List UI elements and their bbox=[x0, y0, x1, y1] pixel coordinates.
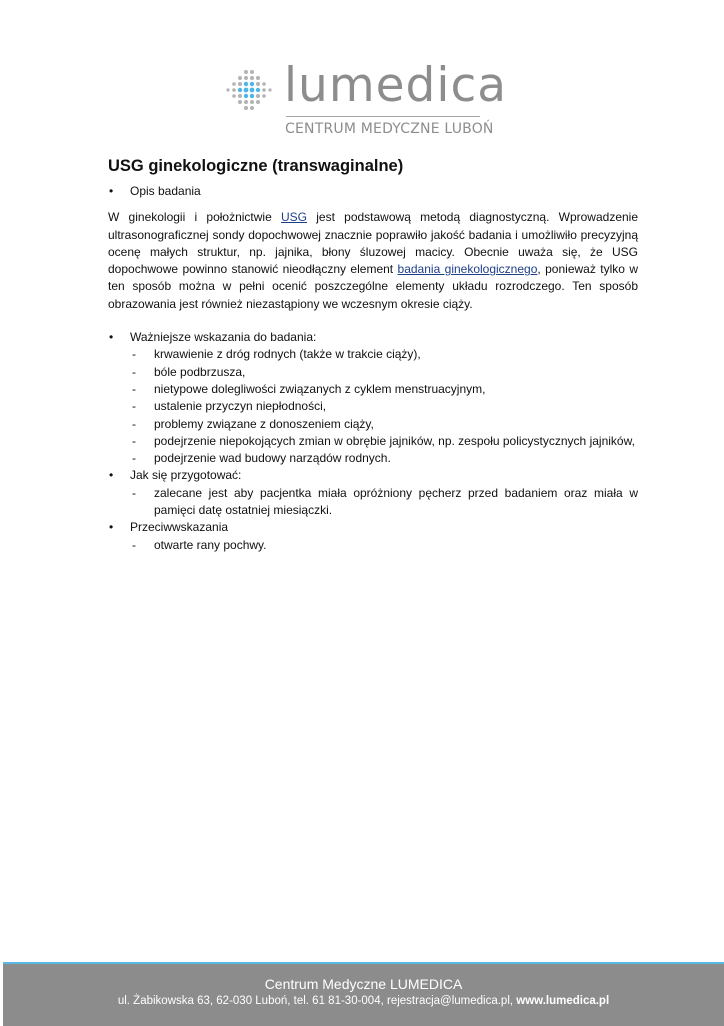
list-item-text: nietypowe dolegliwości związanych z cyklem menstruacyjnym, bbox=[154, 381, 486, 396]
list-item-text: ustalenie przyczyn niepłodności, bbox=[154, 399, 327, 414]
section-contraindications-heading: Przeciwwskazania bbox=[130, 520, 229, 535]
document-body bbox=[108, 155, 638, 554]
section-contraindications bbox=[108, 519, 638, 536]
list-item-text: problemy związane z donoszeniem ciąży, bbox=[154, 416, 374, 431]
preparation-list bbox=[108, 485, 638, 520]
bullet-icon: • bbox=[109, 520, 114, 535]
dash-icon: - bbox=[132, 381, 136, 396]
bullet-icon: • bbox=[109, 330, 114, 345]
section-opis bbox=[108, 183, 638, 200]
dash-icon: - bbox=[132, 347, 136, 362]
list-item-text: zalecane jest aby pacjentka miała opróżniony pęcherz przed badaniem oraz miała w pamięci datę ostatniej miesiączki. bbox=[154, 485, 638, 518]
footer-address bbox=[3, 993, 724, 1009]
list-item bbox=[108, 416, 638, 433]
gynecological-exam-link[interactable]: badania ginekologicznego bbox=[397, 262, 538, 277]
page-footer bbox=[3, 962, 724, 1026]
indications-list bbox=[108, 346, 638, 467]
dash-icon: - bbox=[132, 399, 136, 414]
bullet-icon: • bbox=[109, 468, 114, 483]
footer-address-text: ul. Żabikowska 63, 62-030 Luboń, tel. 61 81-30-004, rejestracja@lumedica.pl, bbox=[117, 995, 517, 1007]
intro-text-1: W ginekologii i położnictwie bbox=[108, 210, 281, 225]
logo-dots-icon bbox=[224, 67, 278, 113]
section-indications-heading: Ważniejsze wskazania do badania: bbox=[130, 330, 317, 345]
usg-link[interactable]: USG bbox=[281, 210, 308, 225]
list-item-text: podejrzenie niepokojących zmian w obrębie jajników, np. zespołu policystycznych jajników, bbox=[154, 433, 635, 448]
dash-icon: - bbox=[132, 416, 136, 431]
section-indications bbox=[108, 329, 638, 346]
list-item bbox=[108, 485, 638, 520]
clinic-logo bbox=[224, 58, 508, 142]
list-item bbox=[108, 433, 638, 450]
document-title: USG ginekologiczne (transwaginalne) bbox=[108, 157, 404, 175]
intro-text-2: jest podstawową metodą diagnostyczną. Wprowadzenie ultrasonograficznej sondy dopochwowej znacznie poprawiło jakość badania i umożliwiło precyzyjną ocenę małych struktur, np. jajnika, błony śluzowej macicy. Obecnie uważa się, że USG dopochwowe powinno stanowić nieodłączny element bbox=[108, 210, 639, 277]
dash-icon: - bbox=[132, 433, 136, 448]
list-item bbox=[108, 537, 638, 554]
list-item bbox=[108, 381, 638, 398]
intro-paragraph bbox=[108, 209, 638, 313]
list-item bbox=[108, 364, 638, 381]
footer-clinic-name: Centrum Medyczne LUMEDICA bbox=[264, 976, 463, 992]
logo-wordmark: lumedica bbox=[284, 58, 508, 113]
section-preparation-heading: Jak się przygotować: bbox=[130, 468, 242, 483]
list-item bbox=[108, 398, 638, 415]
contraindications-list bbox=[108, 537, 638, 554]
dash-icon: - bbox=[132, 364, 136, 379]
list-item-text: podejrzenie wad budowy narządów rodnych. bbox=[154, 451, 391, 466]
dash-icon: - bbox=[132, 485, 136, 500]
bullet-icon: • bbox=[109, 184, 114, 198]
dash-icon: - bbox=[132, 451, 136, 466]
dash-icon: - bbox=[132, 537, 136, 552]
logo-divider bbox=[286, 116, 480, 117]
list-item-text: krwawienie z dróg rodnych (także w trakcie ciąży), bbox=[154, 347, 421, 362]
logo-subtitle: CENTRUM MEDYCZNE LUBOŃ bbox=[285, 121, 494, 137]
list-item bbox=[108, 346, 638, 363]
section-opis-label: Opis badania bbox=[130, 184, 201, 198]
section-preparation bbox=[108, 467, 638, 484]
list-item-text: bóle podbrzusza, bbox=[154, 364, 246, 379]
list-item-text: otwarte rany pochwy. bbox=[154, 537, 267, 552]
footer-website-link[interactable]: www.lumedica.pl bbox=[516, 995, 610, 1007]
intro-text-3: , ponieważ tylko w ten sposób można w pełni ocenić poszczególne elementy układu rozrodczego. Ten sposób obrazowania jest również niezastąpiony we wczesnym okresie ciąży. bbox=[108, 262, 638, 311]
list-item bbox=[108, 450, 638, 467]
